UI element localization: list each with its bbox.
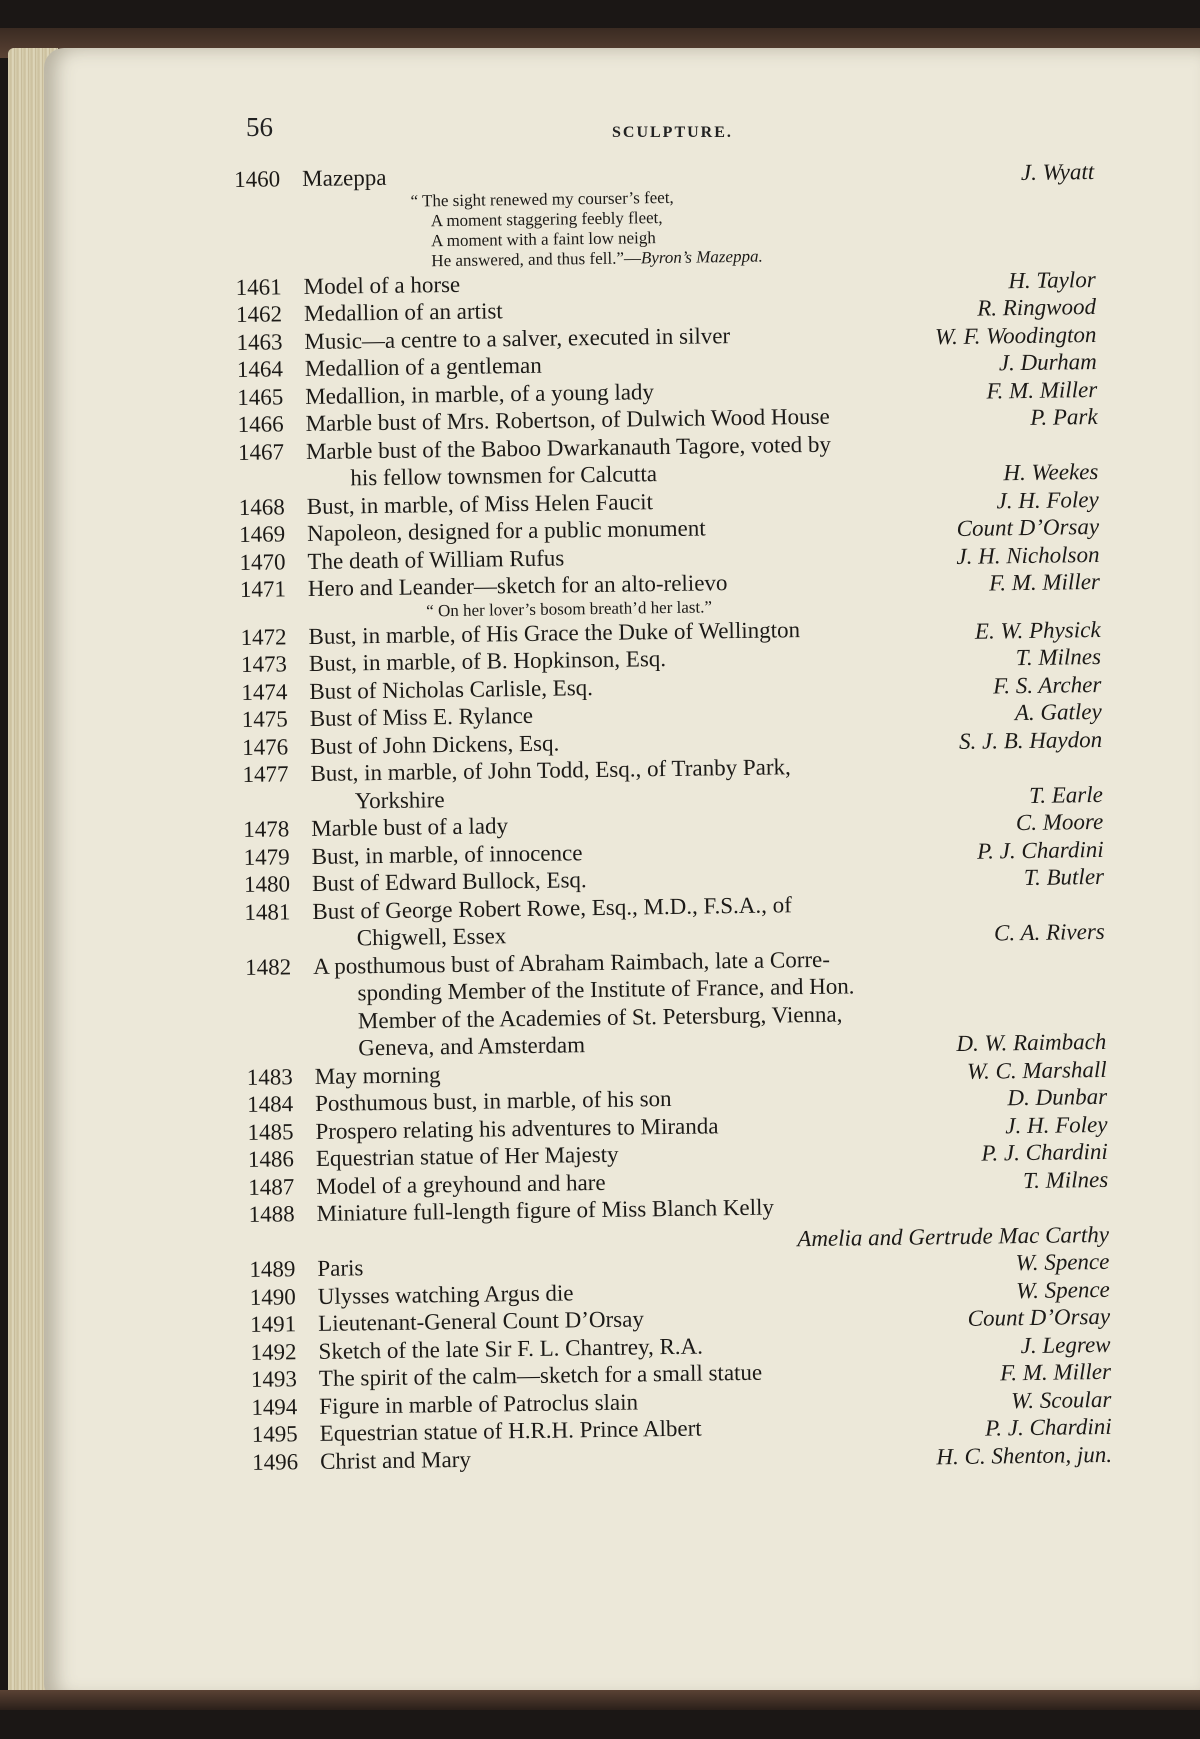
entry-number: 1495 [251, 1421, 298, 1447]
verse-quotation-line: “ The sight renewed my courser’s feet, [410, 187, 674, 211]
entry-title: Lieutenant-General Count D’Orsay [317, 1306, 645, 1336]
entry-number: 1492 [250, 1338, 297, 1365]
artist-name: T. Butler [1023, 863, 1105, 891]
entry-number: 1465 [237, 383, 284, 410]
catalogue-entry [245, 941, 1106, 1063]
artist-name: J. H. Foley [1005, 1111, 1108, 1138]
entry-title: his fellow townsmen for Calcutta [350, 461, 658, 491]
entry-number: 1480 [243, 871, 291, 897]
entry-title: Model of a greyhound and hare [316, 1169, 606, 1199]
artist-name: T. Milnes [1022, 1166, 1109, 1193]
entry-title: Chigwell, Essex [356, 923, 507, 951]
entry-number: 1467 [237, 438, 285, 465]
running-head: SCULPTURE. [612, 124, 733, 141]
entry-title: Posthumous bust, in marble, of his son [314, 1085, 672, 1116]
artist-name: W. Spence [1015, 1248, 1110, 1276]
entry-title: Sketch of the late Sir F. L. Chantrey, R.A. [318, 1333, 704, 1364]
entry-number: 1466 [237, 411, 284, 437]
entry-number: 1460 [234, 166, 281, 192]
book-cover-bottom-edge [0, 1690, 1200, 1710]
entry-title: Marble bust of Mrs. Robertson, of Dulwich Wood House [305, 403, 830, 437]
entry-number: 1477 [242, 761, 289, 787]
entry-title: Member of the Academies of St. Petersburg, Vienna, [357, 1001, 843, 1033]
artist-name: Count D’Orsay [956, 513, 1100, 541]
entry-title: Bust of Edward Bullock, Esq. [311, 867, 587, 896]
catalogue-entry [234, 154, 1095, 273]
artist-name: T. Milnes [1015, 643, 1102, 671]
artist-name: P. Park [1030, 403, 1098, 430]
entry-number: 1463 [236, 328, 283, 355]
entry-number: 1494 [251, 1393, 298, 1420]
entry-number: 1491 [250, 1311, 297, 1337]
entry-title: Bust of George Robert Rowe, Esq., M.D., F.S.A., of [312, 891, 792, 924]
artist-name: W. Scoular [1011, 1386, 1112, 1413]
entry-title: Medallion of an artist [303, 298, 503, 327]
entry-title: Bust, in marble, of John Todd, Esq., of Tranby Park, [310, 754, 791, 786]
entry-title: Model of a horse [303, 271, 461, 299]
artist-name: H. Taylor [1008, 266, 1096, 293]
entry-number: 1483 [246, 1063, 293, 1090]
artist-name: R. Ringwood [977, 293, 1097, 321]
artist-name: W. F. Woodington [934, 321, 1097, 349]
artist-name: Count D’Orsay [967, 1303, 1111, 1331]
artist-name: J. Durham [998, 348, 1097, 376]
entry-number: 1476 [241, 733, 289, 760]
entry-title: Napoleon, designed for a public monument [306, 515, 706, 547]
entry-title: Figure in marble of Patroclus slain [319, 1388, 639, 1419]
entry-number: 1485 [247, 1118, 294, 1145]
entry-number: 1461 [235, 273, 282, 300]
entry-number: 1469 [238, 521, 286, 547]
entry-number: 1471 [239, 576, 287, 602]
catalogue-list [234, 154, 1112, 1476]
entry-number: 1474 [241, 678, 288, 705]
artist-name: D. Dunbar [1007, 1083, 1108, 1111]
entry-title: Ulysses watching Argus die [317, 1279, 574, 1309]
artist-name: J. Wyatt [1020, 158, 1095, 186]
entry-title: Bust of Nicholas Carlisle, Esq. [309, 674, 594, 704]
entry-title: Medallion, in marble, of a young lady [305, 378, 655, 409]
artist-name: W. Spence [1015, 1276, 1110, 1303]
entry-number: 1484 [246, 1091, 294, 1117]
entry-number: 1479 [243, 843, 290, 870]
entry-title: sponding Member of the Institute of France, and Hon. [357, 973, 855, 1006]
entry-title: Medallion of a gentleman [304, 352, 542, 382]
entry-title: Yorkshire [354, 786, 445, 813]
entry-number: 1473 [240, 651, 288, 677]
entry-title: The spirit of the calm—sketch for a small statue [318, 1359, 763, 1391]
artist-name: F. M. Miller [988, 568, 1101, 596]
verse-quotation-line: A moment staggering feebly fleet, [430, 207, 663, 230]
entry-title: Music—a centre to a salver, executed in silver [304, 322, 731, 354]
entry-title: Bust, in marble, of innocence [311, 839, 583, 869]
artist-name: J. H. Foley [996, 486, 1099, 513]
entry-number: 1478 [243, 816, 290, 842]
artist-name: F. M. Miller [1000, 1358, 1112, 1386]
verse-quotation-line: He answered, and thus fell.”—Byron’s Mazeppa. [431, 246, 763, 270]
entry-title: Bust, in marble, of Miss Helen Faucit [306, 488, 654, 519]
verse-quotation-line: A moment with a faint low neigh [430, 227, 656, 250]
entry-title: The death of William Rufus [307, 544, 565, 574]
entry-title: Bust of John Dickens, Esq. [309, 730, 560, 759]
entry-number: 1464 [236, 356, 284, 382]
entry-title: Miniature full-length figure of Miss Blanch Kelly [316, 1194, 775, 1226]
entry-title: Prospero relating his adventures to Miranda [315, 1112, 719, 1144]
entry-number: 1489 [249, 1256, 296, 1282]
artist-name: D. W. Raimbach [956, 1028, 1107, 1056]
entry-number: 1482 [245, 953, 292, 980]
entry-number: 1468 [238, 493, 285, 520]
entry-title: Paris [317, 1255, 364, 1281]
entry-number: 1488 [248, 1201, 295, 1227]
artist-name: C. A. Rivers [993, 918, 1105, 946]
entry-number: 1462 [235, 301, 283, 327]
entry-number: 1472 [240, 623, 287, 650]
artist-name: A. Gatley [1014, 698, 1102, 726]
artist-name: P. J. Chardini [985, 1413, 1112, 1441]
entry-number: 1475 [241, 706, 288, 732]
entry-number: 1490 [249, 1283, 296, 1310]
verse-quotation-line: “ On her lover’s bosom breath’d her last.” [426, 596, 713, 620]
artist-name: J. Legrew [1020, 1331, 1111, 1358]
artist-name: S. J. B. Haydon [958, 726, 1103, 754]
entry-number: 1496 [251, 1448, 299, 1475]
entry-title: Marble bust of a lady [311, 813, 509, 841]
artist-name: E. W. Physick [974, 616, 1101, 644]
entry-title: Christ and Mary [319, 1446, 472, 1474]
artist-name: F. S. Archer [992, 671, 1102, 698]
artist-name: Amelia and Gertrude Mac Carthy [797, 1221, 1110, 1251]
artist-name: P. J. Chardini [981, 1138, 1109, 1166]
entry-number: 1493 [250, 1366, 298, 1392]
entry-title: Hero and Leander—sketch for an alto-relievo [307, 570, 728, 602]
entry-title: May morning [314, 1061, 441, 1089]
entry-title: Bust of Miss E. Rylance [309, 702, 534, 731]
entry-number: 1481 [244, 898, 291, 925]
entry-number: 1470 [239, 548, 286, 575]
artist-name: T. Earle [1028, 781, 1104, 808]
entry-title: Bust, in marble, of B. Hopkinson, Esq. [308, 646, 667, 677]
artist-name: J. H. Nicholson [956, 541, 1100, 569]
page-number: 56 [246, 112, 273, 142]
entry-title: Mazeppa [302, 164, 387, 192]
artist-name: W. C. Marshall [966, 1056, 1107, 1084]
artist-name: C. Moore [1015, 808, 1104, 836]
entry-title: Equestrian statue of Her Majesty [315, 1141, 619, 1171]
quotation-source: Byron’s Mazeppa. [640, 246, 763, 267]
artist-name: P. J. Chardini [976, 836, 1104, 864]
artist-name: H. Weekes [1003, 458, 1099, 486]
entry-title: Geneva, and Amsterdam [358, 1032, 586, 1061]
entry-title: Marble bust of the Baboo Dwarkanauth Tagore, voted by [305, 431, 832, 464]
artist-name: H. C. Shenton, jun. [936, 1441, 1113, 1469]
entry-title: Bust, in marble, of His Grace the Duke of Wellington [308, 616, 801, 649]
entry-title: A posthumous bust of Abraham Raimbach, late a Corre- [313, 946, 831, 979]
entry-title: Equestrian statue of H.R.H. Prince Albert [319, 1415, 702, 1446]
artist-name: F. M. Miller [986, 376, 1098, 404]
entry-number: 1487 [248, 1173, 295, 1200]
entry-number: 1486 [247, 1146, 295, 1172]
